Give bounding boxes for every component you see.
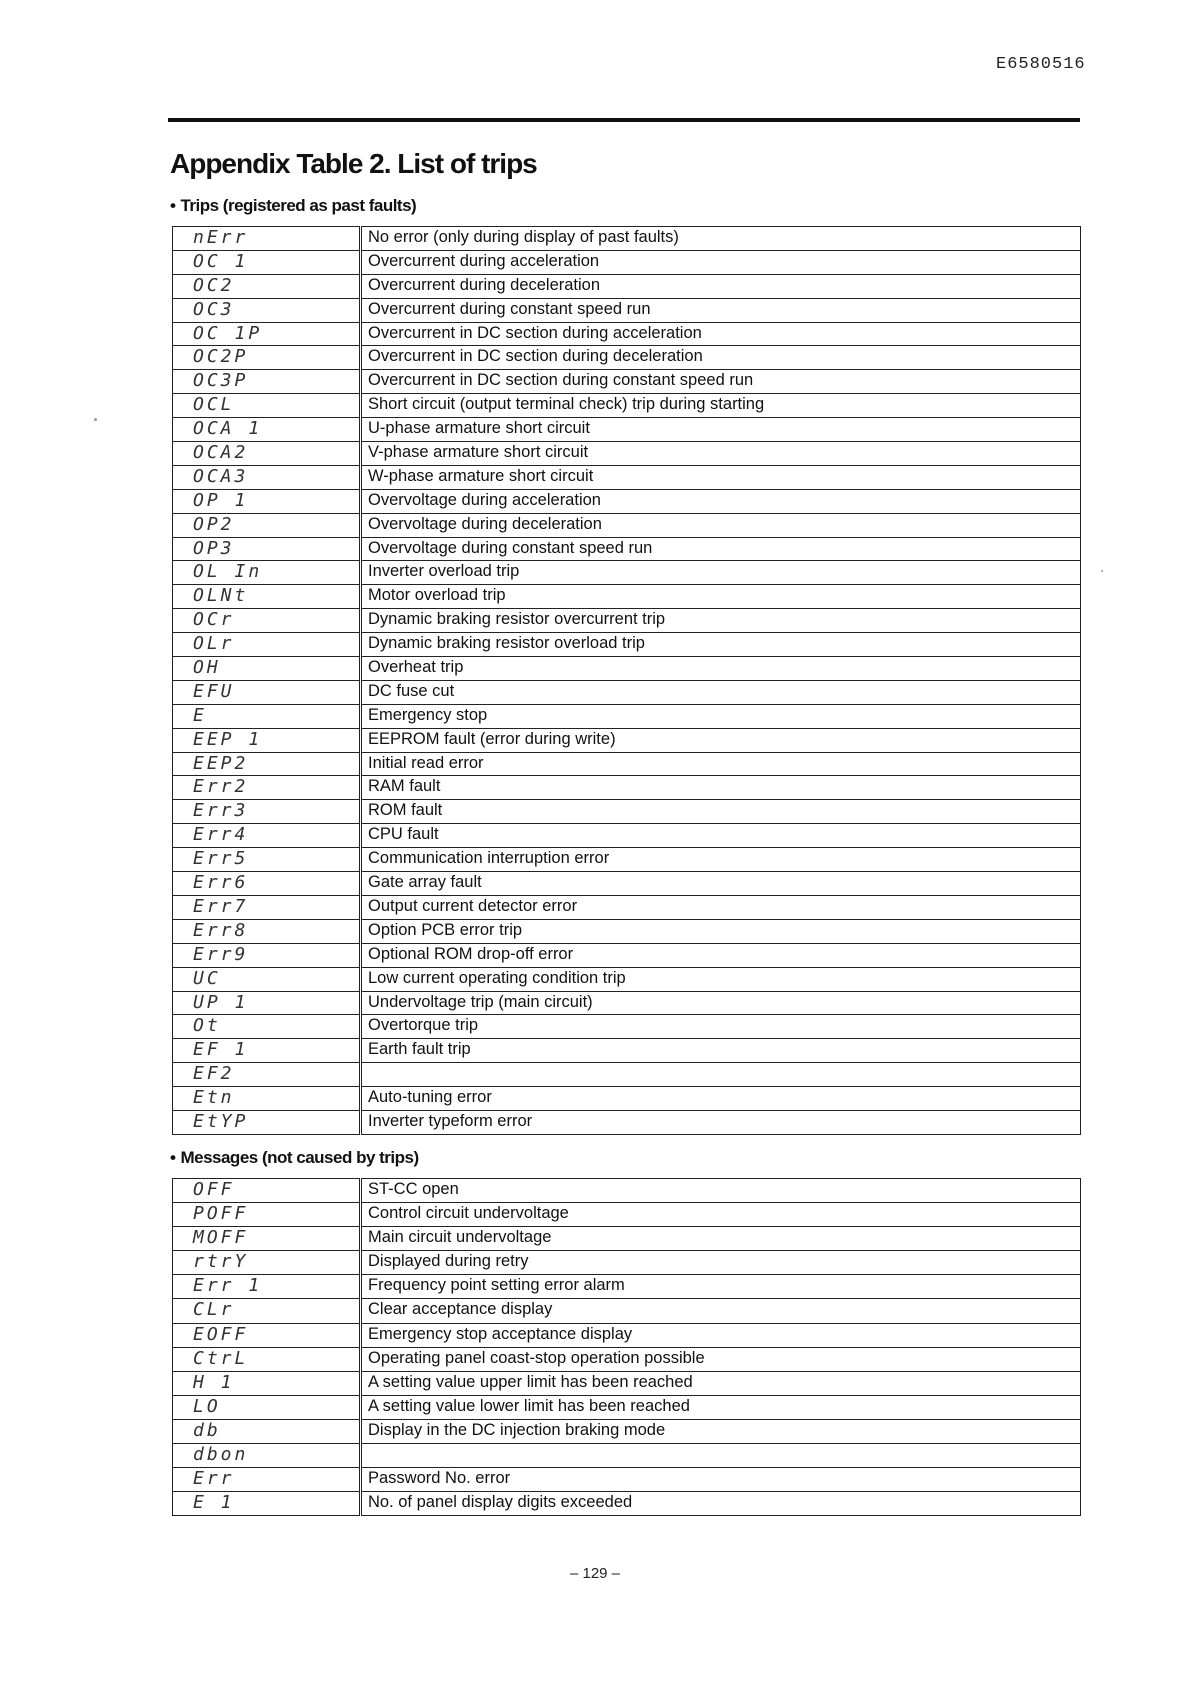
table-row [173, 1419, 1081, 1443]
fault-code: Err9 [173, 943, 361, 967]
fault-code: db [173, 1419, 361, 1443]
fault-description: W-phase armature short circuit [361, 465, 1081, 489]
table-row [173, 824, 1081, 848]
fault-code: OC 1P [173, 322, 361, 346]
fault-code: OLNt [173, 585, 361, 609]
trips-table [172, 226, 1081, 1135]
fault-description: Inverter typeform error [361, 1110, 1081, 1134]
fault-description: Overcurrent during constant speed run [361, 298, 1081, 322]
header-rule [168, 118, 1080, 122]
fault-code: Err6 [173, 872, 361, 896]
table-row [173, 418, 1081, 442]
fault-code: Err4 [173, 824, 361, 848]
fault-description: Overcurrent in DC section during deceleration [361, 346, 1081, 370]
fault-description: Overvoltage during constant speed run [361, 537, 1081, 561]
fault-description: Overcurrent in DC section during acceleration [361, 322, 1081, 346]
fault-code: OC 1 [173, 250, 361, 274]
fault-code: Ot [173, 1015, 361, 1039]
fault-description: Overtorque trip [361, 1015, 1081, 1039]
page-number: – 129 – [569, 1565, 621, 1582]
table-row [173, 513, 1081, 537]
fault-description: Dynamic braking resistor overcurrent trip [361, 609, 1081, 633]
fault-description: Overvoltage during acceleration [361, 489, 1081, 513]
fault-code: OCA 1 [173, 418, 361, 442]
fault-description: DC fuse cut [361, 680, 1081, 704]
fault-code: Etn [173, 1087, 361, 1111]
table-row [173, 585, 1081, 609]
table-row [173, 728, 1081, 752]
fault-description: Overheat trip [361, 657, 1081, 681]
fault-description: V-phase armature short circuit [361, 442, 1081, 466]
fault-description: Password No. error [361, 1468, 1081, 1492]
fault-description: Displayed during retry [361, 1251, 1081, 1275]
table-row [173, 609, 1081, 633]
fault-code: OC2P [173, 346, 361, 370]
table-row [173, 1110, 1081, 1134]
fault-code: OP 1 [173, 489, 361, 513]
fault-description: ST-CC open [361, 1179, 1081, 1203]
table-row [173, 991, 1081, 1015]
fault-code: OCA2 [173, 442, 361, 466]
fault-description: Overcurrent during acceleration [361, 250, 1081, 274]
fault-description: RAM fault [361, 776, 1081, 800]
fault-code: CtrL [173, 1347, 361, 1371]
table-row [173, 872, 1081, 896]
scan-speck [1101, 570, 1103, 572]
fault-description: Clear acceptance display [361, 1299, 1081, 1323]
table-row [173, 1063, 1081, 1087]
fault-description: Emergency stop [361, 704, 1081, 728]
fault-code: EF 1 [173, 1039, 361, 1063]
fault-code: UP 1 [173, 991, 361, 1015]
table-row [173, 298, 1081, 322]
fault-code: OH [173, 657, 361, 681]
trips-heading-text: Trips (registered as past faults) [180, 196, 417, 215]
bullet-icon: • [170, 1148, 176, 1167]
fault-code: Err 1 [173, 1275, 361, 1299]
fault-description: Earth fault trip [361, 1039, 1081, 1063]
table-row [173, 633, 1081, 657]
fault-description: Overcurrent in DC section during constant speed run [361, 370, 1081, 394]
fault-code: dbon [173, 1444, 361, 1468]
table-row [173, 680, 1081, 704]
fault-code: EtYP [173, 1110, 361, 1134]
fault-description: Dynamic braking resistor overload trip [361, 633, 1081, 657]
fault-code: nErr [173, 227, 361, 251]
fault-description: Motor overload trip [361, 585, 1081, 609]
fault-description: A setting value upper limit has been reached [361, 1371, 1081, 1395]
fault-code: Err2 [173, 776, 361, 800]
table-row [173, 776, 1081, 800]
table-row [173, 1179, 1081, 1203]
fault-code: EEP2 [173, 752, 361, 776]
table-row [173, 561, 1081, 585]
fault-code: OCL [173, 394, 361, 418]
table-row [173, 1227, 1081, 1251]
messages-heading [170, 1148, 419, 1168]
table-row [173, 1371, 1081, 1395]
fault-code: EF2 [173, 1063, 361, 1087]
table-row [173, 1015, 1081, 1039]
table-row [173, 967, 1081, 991]
fault-description: Initial read error [361, 752, 1081, 776]
table-row [173, 848, 1081, 872]
fault-description: Operating panel coast-stop operation possible [361, 1347, 1081, 1371]
fault-description: Auto-tuning error [361, 1087, 1081, 1111]
fault-description: Option PCB error trip [361, 919, 1081, 943]
fault-code: E 1 [173, 1492, 361, 1516]
table-row [173, 704, 1081, 728]
fault-code: rtrY [173, 1251, 361, 1275]
fault-description: Main circuit undervoltage [361, 1227, 1081, 1251]
table-row [173, 465, 1081, 489]
fault-code: OL In [173, 561, 361, 585]
table-row [173, 346, 1081, 370]
document-id: E6580516 [996, 55, 1086, 74]
fault-description: No. of panel display digits exceeded [361, 1492, 1081, 1516]
fault-code: OC3P [173, 370, 361, 394]
fault-description: Output current detector error [361, 895, 1081, 919]
fault-code: EOFF [173, 1323, 361, 1347]
messages-table [172, 1178, 1081, 1516]
fault-description: A setting value lower limit has been reached [361, 1395, 1081, 1419]
table-row [173, 442, 1081, 466]
fault-description: Overvoltage during deceleration [361, 513, 1081, 537]
fault-code: OP2 [173, 513, 361, 537]
fault-code: OFF [173, 1179, 361, 1203]
fault-code: Err [173, 1468, 361, 1492]
fault-description [361, 1063, 1081, 1087]
table-row [173, 895, 1081, 919]
table-row [173, 1444, 1081, 1468]
table-row [173, 657, 1081, 681]
fault-description: Inverter overload trip [361, 561, 1081, 585]
table-row [173, 919, 1081, 943]
fault-description: Emergency stop acceptance display [361, 1323, 1081, 1347]
fault-description [361, 1444, 1081, 1468]
fault-code: OCA3 [173, 465, 361, 489]
table-row [173, 489, 1081, 513]
fault-code: UC [173, 967, 361, 991]
fault-code: E [173, 704, 361, 728]
fault-description: Overcurrent during deceleration [361, 274, 1081, 298]
fault-description: Frequency point setting error alarm [361, 1275, 1081, 1299]
fault-description: Display in the DC injection braking mode [361, 1419, 1081, 1443]
fault-description: Communication interruption error [361, 848, 1081, 872]
table-row [173, 800, 1081, 824]
fault-code: Err8 [173, 919, 361, 943]
table-row [173, 1492, 1081, 1516]
table-row [173, 322, 1081, 346]
fault-description: U-phase armature short circuit [361, 418, 1081, 442]
table-row [173, 227, 1081, 251]
fault-code: OLr [173, 633, 361, 657]
table-row [173, 1468, 1081, 1492]
fault-code: OP3 [173, 537, 361, 561]
fault-code: OCr [173, 609, 361, 633]
fault-code: POFF [173, 1203, 361, 1227]
fault-code: EEP 1 [173, 728, 361, 752]
table-row [173, 250, 1081, 274]
table-row [173, 1299, 1081, 1323]
fault-description: CPU fault [361, 824, 1081, 848]
fault-code: CLr [173, 1299, 361, 1323]
fault-description: Undervoltage trip (main circuit) [361, 991, 1081, 1015]
table-row [173, 537, 1081, 561]
table-row [173, 1275, 1081, 1299]
table-row [173, 1323, 1081, 1347]
fault-description: EEPROM fault (error during write) [361, 728, 1081, 752]
table-row [173, 1039, 1081, 1063]
page-title: Appendix Table 2. List of trips [170, 148, 537, 179]
fault-description: Optional ROM drop-off error [361, 943, 1081, 967]
scan-speck [94, 418, 97, 421]
table-row [173, 1347, 1081, 1371]
fault-code: MOFF [173, 1227, 361, 1251]
fault-code: OC2 [173, 274, 361, 298]
fault-code: H 1 [173, 1371, 361, 1395]
fault-code: Err5 [173, 848, 361, 872]
fault-code: Err7 [173, 895, 361, 919]
fault-description: Low current operating condition trip [361, 967, 1081, 991]
fault-code: LO [173, 1395, 361, 1419]
fault-code: EFU [173, 680, 361, 704]
fault-code: Err3 [173, 800, 361, 824]
messages-heading-text: Messages (not caused by trips) [180, 1148, 419, 1167]
bullet-icon: • [170, 196, 176, 215]
fault-code: OC3 [173, 298, 361, 322]
table-row [173, 1203, 1081, 1227]
table-row [173, 370, 1081, 394]
table-row [173, 943, 1081, 967]
table-row [173, 1395, 1081, 1419]
table-row [173, 752, 1081, 776]
fault-description: No error (only during display of past faults) [361, 227, 1081, 251]
table-row [173, 1251, 1081, 1275]
fault-description: Control circuit undervoltage [361, 1203, 1081, 1227]
fault-description: Short circuit (output terminal check) trip during starting [361, 394, 1081, 418]
table-row [173, 274, 1081, 298]
fault-description: Gate array fault [361, 872, 1081, 896]
trips-heading [170, 196, 416, 216]
table-row [173, 394, 1081, 418]
fault-description: ROM fault [361, 800, 1081, 824]
table-row [173, 1087, 1081, 1111]
